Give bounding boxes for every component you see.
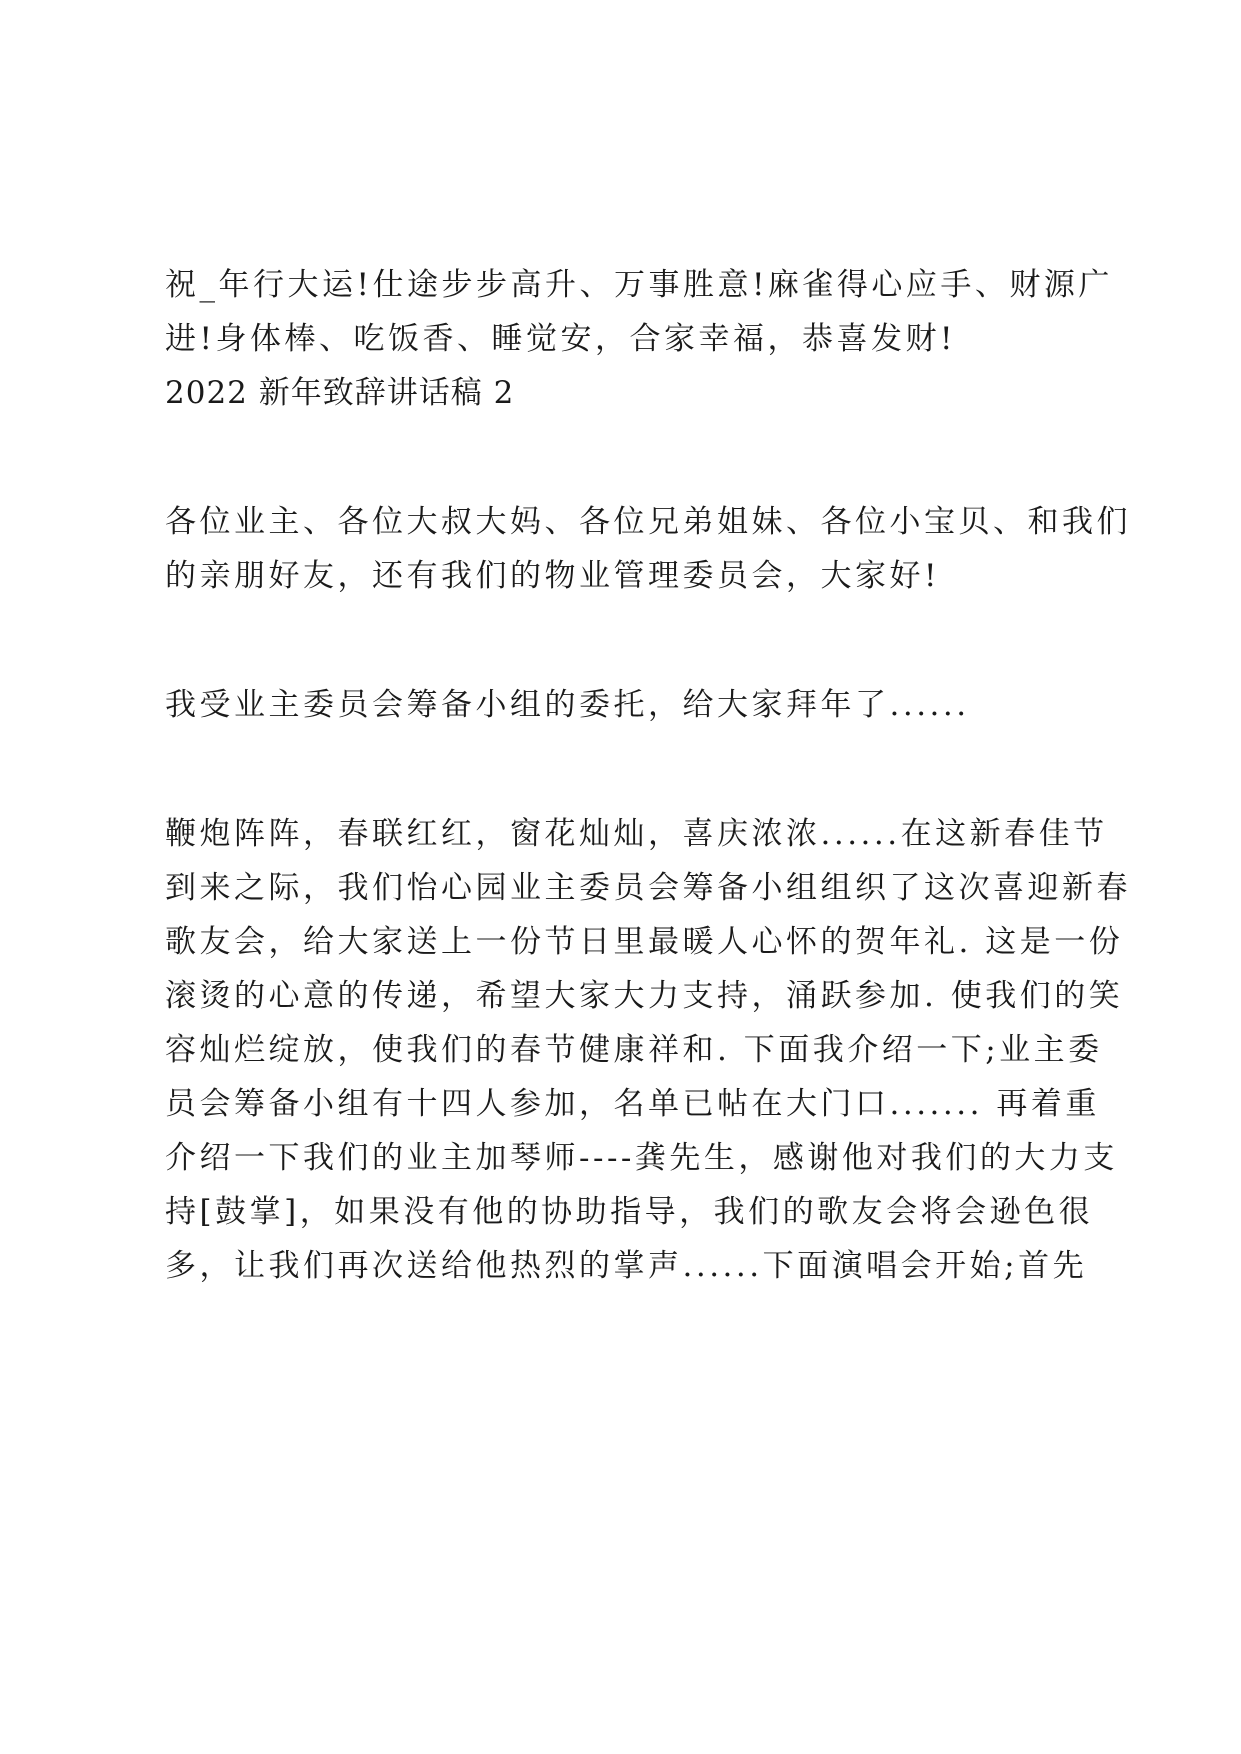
greeting-paragraph bbox=[165, 495, 1131, 603]
paragraph-line: 各位业主、各位大叔大妈、各位兄弟姐妹、各位小宝贝、和我们 bbox=[165, 504, 1131, 540]
paragraph-line: 员会筹备小组有十四人参加，名单已帖在大门口....... 再着重 bbox=[165, 1086, 1100, 1122]
paragraph-line: 歌友会，给大家送上一份节日里最暖人心怀的贺年礼. 这是一份 bbox=[165, 924, 1124, 960]
paragraph-line: 祝_年行大运!仕途步步高升、万事胜意!麻雀得心应手、财源广 bbox=[165, 267, 1113, 303]
paragraph-line: 我受业主委员会筹备小组的委托，给大家拜年了...... bbox=[165, 687, 970, 723]
section-title: 2022 新年致辞讲话稿 2 bbox=[165, 375, 515, 411]
paragraph-line: 滚烫的心意的传递，希望大家大力支持，涌跃参加. 使我们的笑 bbox=[165, 978, 1124, 1014]
body-paragraph bbox=[165, 807, 1131, 1293]
paragraph-line: 进!身体棒、吃饭香、睡觉安，合家幸福，恭喜发财! bbox=[165, 321, 956, 357]
paragraph-line: 的亲朋好友，还有我们的物业管理委员会，大家好! bbox=[165, 558, 940, 594]
document-content bbox=[165, 258, 1131, 1293]
paragraph-line: 鞭炮阵阵，春联红红，窗花灿灿，喜庆浓浓......在这新春佳节 bbox=[165, 816, 1108, 852]
paragraph-line: 持[鼓掌]，如果没有他的协助指导，我们的歌友会将会逊色很 bbox=[165, 1194, 1094, 1230]
paragraph-line: 多，让我们再次送给他热烈的掌声......下面演唱会开始;首先 bbox=[165, 1248, 1088, 1284]
paragraph-line: 容灿烂绽放，使我们的春节健康祥和. 下面我介绍一下;业主委 bbox=[165, 1032, 1103, 1068]
intro-paragraph bbox=[165, 678, 1100, 732]
blessing-paragraph bbox=[165, 258, 1113, 366]
paragraph-line: 介绍一下我们的业主加琴师----龚先生，感谢他对我们的大力支 bbox=[165, 1140, 1118, 1176]
paragraph-line: 到来之际，我们怡心园业主委员会筹备小组组织了这次喜迎新春 bbox=[165, 870, 1131, 906]
